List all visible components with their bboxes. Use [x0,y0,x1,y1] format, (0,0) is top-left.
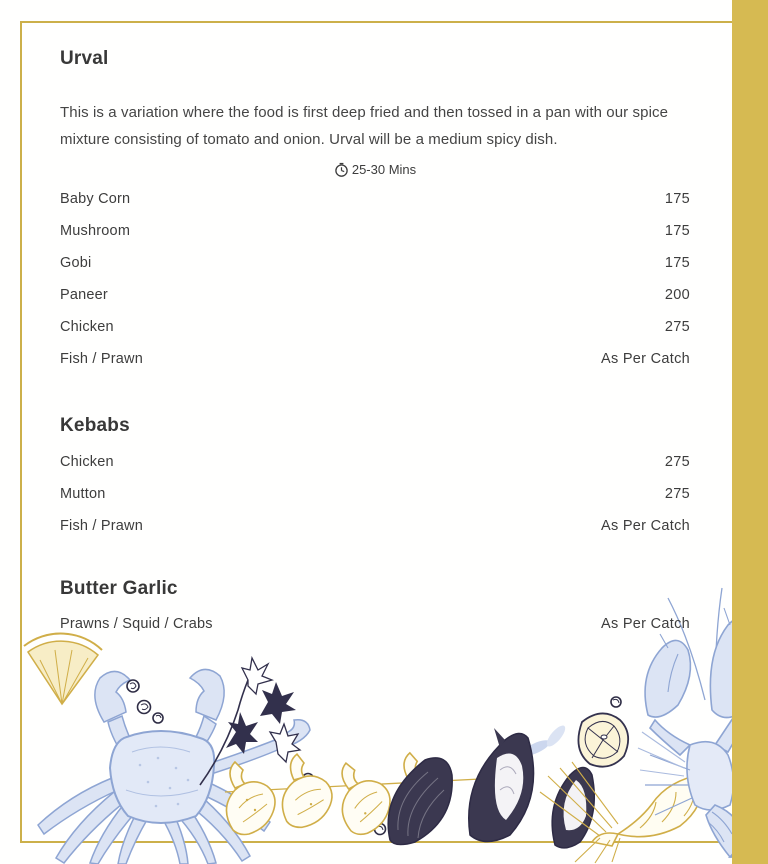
menu-item-price: 175 [664,222,690,239]
menu-item-name: Paneer [60,286,108,303]
menu-item-price: 275 [664,453,690,470]
mussels-illustration [388,728,594,848]
menu-item-row [60,247,690,279]
menu-item-price: 175 [664,254,690,271]
shrimp-skewer-illustration [225,752,500,836]
prep-time-label: 25-30 Mins [351,162,417,178]
menu-item-price: As Per Catch [600,350,690,367]
urval-item-list [60,183,690,375]
section-title-kebabs: Kebabs [60,414,130,436]
menu-item-price: 200 [664,286,690,303]
section-title-butter-garlic: Butter Garlic [60,577,178,599]
section-description: This is a variation where the food is first deep fried and then tossed in a pan with our spice mixture consisting of tomato and onion. Urval will be a medium spicy dish. [60,103,669,148]
menu-item-name: Chicken [60,453,114,470]
menu-item-name: Mushroom [60,222,131,239]
menu-item-row [60,608,690,640]
menu-item-row [60,215,690,247]
menu-item-row [60,311,690,343]
menu-item-name: Baby Corn [60,190,131,207]
menu-item-row [60,478,690,510]
menu-item-row [60,510,690,542]
menu-item-name: Chicken [60,318,114,335]
kebabs-item-list [60,446,690,542]
menu-item-name: Mutton [60,485,106,502]
prep-time-row [60,162,690,178]
menu-content [60,48,690,640]
menu-item-name: Gobi [60,254,92,271]
lemon-slice-illustration [578,713,628,766]
menu-item-price: As Per Catch [600,517,690,534]
menu-item-row [60,446,690,478]
menu-item-price: As Per Catch [600,616,690,633]
clock-icon [334,162,349,178]
menu-item-row [60,183,690,215]
menu-item-name: Fish / Prawn [60,517,143,534]
section-title-urval: Urval [60,48,109,69]
menu-item-row [60,279,690,311]
menu-item-name: Fish / Prawn [60,350,143,367]
menu-item-row [60,343,690,375]
butter-garlic-item-list [60,608,690,640]
menu-item-name: Prawns / Squid / Crabs [60,616,213,633]
gold-side-band [732,0,768,864]
menu-item-price: 275 [664,485,690,502]
lemon-wedge-illustration [24,633,102,704]
menu-item-price: 275 [664,318,690,335]
menu-item-price: 175 [664,190,690,207]
